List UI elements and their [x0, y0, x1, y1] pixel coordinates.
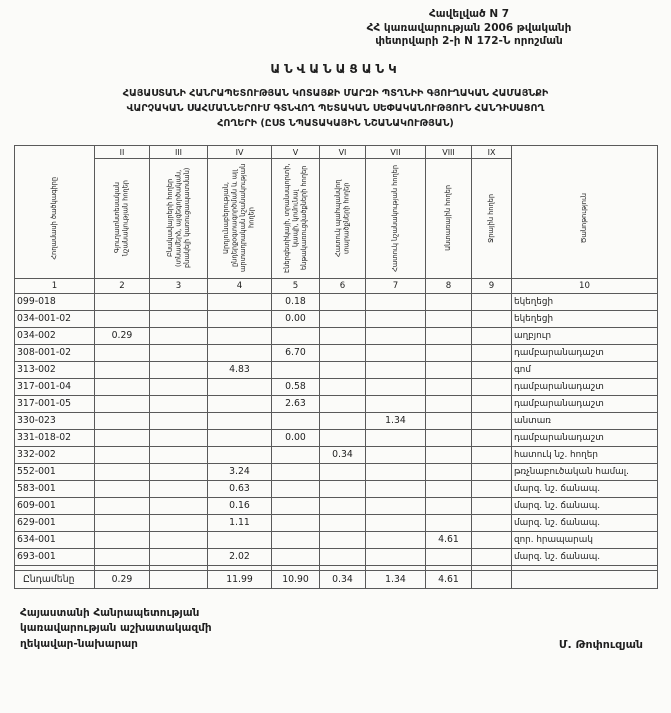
land-parcels-table [14, 145, 658, 589]
column-label: Բնակավայրերի հողեր (տնամերձ, այգեգործական, բնակելի կառուցապատման) [165, 167, 191, 269]
value-cell [272, 327, 320, 344]
value-cell [272, 531, 320, 548]
value-cell [426, 514, 472, 531]
column-header [366, 145, 426, 278]
totals-value-cell [512, 570, 658, 588]
table-row [15, 378, 658, 395]
value-cell [208, 378, 272, 395]
column-header [272, 145, 320, 278]
value-cell [208, 531, 272, 548]
column-label: Հողամասի ծածկագիրը [50, 176, 59, 260]
value-cell [150, 480, 208, 497]
column-header [426, 145, 472, 278]
value-cell [150, 293, 208, 310]
value-cell [272, 514, 320, 531]
note-cell: եկեղեցի [512, 293, 658, 310]
value-cell [366, 480, 426, 497]
value-cell [426, 463, 472, 480]
value-cell [272, 361, 320, 378]
value-cell: 0.00 [272, 429, 320, 446]
column-roman-numeral [512, 146, 657, 159]
value-cell [366, 514, 426, 531]
value-cell [150, 310, 208, 327]
value-cell: 0.00 [272, 310, 320, 327]
value-cell [150, 344, 208, 361]
column-number: 8 [426, 278, 472, 293]
value-cell [150, 463, 208, 480]
value-cell [320, 395, 366, 412]
table-row [15, 531, 658, 548]
column-number: 2 [95, 278, 150, 293]
parcel-code-cell: 332-002 [15, 446, 95, 463]
column-roman-numeral: III [150, 146, 207, 159]
value-cell [95, 463, 150, 480]
column-roman-numeral: VIII [426, 146, 471, 159]
signature: Մ. Թոփուզյան [558, 637, 643, 651]
table-row [15, 361, 658, 378]
value-cell: 1.34 [366, 412, 426, 429]
value-cell [320, 310, 366, 327]
totals-value-cell: 10.90 [272, 570, 320, 588]
value-cell [472, 446, 512, 463]
value-cell [208, 293, 272, 310]
note-cell: անտառ [512, 412, 658, 429]
parcel-code-cell: 583-001 [15, 480, 95, 497]
value-cell: 0.16 [208, 497, 272, 514]
column-header [512, 145, 658, 278]
value-cell [208, 344, 272, 361]
note-cell: զոր. հրապարակ [512, 531, 658, 548]
value-cell [472, 548, 512, 565]
value-cell: 6.70 [272, 344, 320, 361]
value-cell [472, 480, 512, 497]
value-cell [150, 531, 208, 548]
totals-value-cell: 0.29 [95, 570, 150, 588]
parcel-code-cell: 099-018 [15, 293, 95, 310]
table-row [15, 327, 658, 344]
subtitle-line-3: ՀՈՂԵՐԻ (ԸՍՏ ՆՊԱՏԱԿԱՅԻՆ ՆՇԱՆԱԿՈՒԹՅԱՆ) [217, 117, 454, 129]
value-cell: 3.24 [208, 463, 272, 480]
value-cell [320, 463, 366, 480]
table-row [15, 429, 658, 446]
value-cell [426, 480, 472, 497]
value-cell [320, 361, 366, 378]
value-cell [320, 514, 366, 531]
footer [14, 606, 657, 653]
value-cell [426, 310, 472, 327]
value-cell [366, 378, 426, 395]
value-cell: 0.18 [272, 293, 320, 310]
parcel-code-cell: 331-018-02 [15, 429, 95, 446]
value-cell [472, 497, 512, 514]
totals-value-cell: 1.34 [366, 570, 426, 588]
note-cell: դամբարանադաշտ [512, 429, 658, 446]
column-label: Էներգետիկայի, տրանսպորտի, կապի, կոմունալ ենթակառուցվածքների հողեր [282, 163, 308, 273]
value-cell: 2.63 [272, 395, 320, 412]
value-cell [272, 446, 320, 463]
value-cell [472, 531, 512, 548]
column-number: 9 [472, 278, 512, 293]
table-row [15, 514, 658, 531]
value-cell: 4.61 [426, 531, 472, 548]
column-roman-numeral: VI [320, 146, 365, 159]
column-number: 3 [150, 278, 208, 293]
value-cell: 0.63 [208, 480, 272, 497]
totals-value-cell [472, 570, 512, 588]
column-label: Ծանոթություն [580, 192, 589, 244]
value-cell [95, 480, 150, 497]
value-cell [320, 429, 366, 446]
note-cell: դամբարանադաշտ [512, 395, 658, 412]
table-row [15, 480, 658, 497]
column-header [472, 145, 512, 278]
value-cell [472, 293, 512, 310]
table-row [15, 293, 658, 310]
annex-reference [299, 8, 639, 49]
parcel-code-cell: 317-001-05 [15, 395, 95, 412]
totals-value-cell: 0.34 [320, 570, 366, 588]
value-cell [320, 293, 366, 310]
value-cell [320, 327, 366, 344]
value-cell: 0.29 [95, 327, 150, 344]
value-cell [150, 446, 208, 463]
parcel-code-cell: 609-001 [15, 497, 95, 514]
table-head [15, 145, 658, 293]
value-cell [472, 412, 512, 429]
value-cell [426, 395, 472, 412]
subtitle-line-2: ՎԱՐՉԱԿԱՆ ՍԱՀՄԱՆՆԵՐՈՒՄ ԳՏՆՎՈՂ ՊԵՏԱԿԱՆ ՍԵՓԱԿԱՆՈՒԹՅՈՒՆ ՀԱՆԴԻՍԱՑՈՂ [126, 102, 545, 114]
value-cell [95, 293, 150, 310]
footer-organization [20, 606, 212, 653]
value-cell [366, 344, 426, 361]
value-cell [150, 429, 208, 446]
value-cell [95, 497, 150, 514]
value-cell [150, 412, 208, 429]
note-cell: մարզ. նշ. ճանապ. [512, 497, 658, 514]
value-cell: 1.11 [208, 514, 272, 531]
value-cell [426, 429, 472, 446]
value-cell [150, 548, 208, 565]
column-number: 6 [320, 278, 366, 293]
parcel-code-cell: 313-002 [15, 361, 95, 378]
value-cell [95, 378, 150, 395]
value-cell [95, 531, 150, 548]
table-row [15, 446, 658, 463]
page-title: ԱՆՎԱՆԱՑԱՆԿ [270, 61, 401, 76]
value-cell [320, 548, 366, 565]
subtitle-line-1: ՀԱՅԱՍՏԱՆԻ ՀԱՆՐԱՊԵՏՈՒԹՅԱՆ ԿՈՏԱՅՔԻ ՄԱՐԶԻ ՊՏՂՆԻԻ ԳՅՈՒՂԱԿԱՆ ՀԱՄԱՅՆՔԻ [122, 87, 549, 99]
value-cell: 2.02 [208, 548, 272, 565]
footer-org-line-1: Հայաստանի Հանրապետության [20, 606, 200, 619]
value-cell [426, 412, 472, 429]
parcel-code-cell: 308-001-02 [15, 344, 95, 361]
value-cell [95, 310, 150, 327]
column-number: 10 [512, 278, 658, 293]
value-cell [366, 361, 426, 378]
totals-row [15, 570, 658, 588]
annex-line-2: ՀՀ կառավարության 2006 թվականի [366, 21, 572, 34]
column-number: 7 [366, 278, 426, 293]
column-number: 1 [15, 278, 95, 293]
note-cell: մարզ. նշ. ճանապ. [512, 514, 658, 531]
value-cell [320, 378, 366, 395]
note-cell: դամբարանադաշտ [512, 378, 658, 395]
totals-label-cell: Ընդամենը [15, 570, 95, 588]
value-cell [320, 531, 366, 548]
value-cell [426, 327, 472, 344]
value-cell [320, 412, 366, 429]
value-cell [95, 429, 150, 446]
column-roman-numeral: IV [208, 146, 271, 159]
value-cell [272, 497, 320, 514]
table-row [15, 310, 658, 327]
note-cell: դամբարանադաշտ [512, 344, 658, 361]
value-cell [366, 429, 426, 446]
value-cell [426, 548, 472, 565]
parcel-code-cell: 693-001 [15, 548, 95, 565]
parcel-code-cell: 634-001 [15, 531, 95, 548]
value-cell [150, 327, 208, 344]
value-cell [272, 412, 320, 429]
page-subtitle [14, 87, 657, 132]
value-cell [366, 327, 426, 344]
column-roman-numeral: VII [366, 146, 425, 159]
column-label: Հատուկ նշանակության հողեր [391, 164, 400, 272]
value-cell [150, 395, 208, 412]
column-label: Անտառային հողեր [444, 185, 453, 251]
column-header [15, 145, 95, 278]
parcel-code-cell: 330-023 [15, 412, 95, 429]
value-cell [320, 480, 366, 497]
parcel-code-cell: 552-001 [15, 463, 95, 480]
value-cell [472, 344, 512, 361]
parcel-code-cell: 034-001-02 [15, 310, 95, 327]
parcel-code-cell: 629-001 [15, 514, 95, 531]
table-row [15, 497, 658, 514]
value-cell [366, 531, 426, 548]
value-cell [150, 514, 208, 531]
value-cell [366, 310, 426, 327]
value-cell [95, 395, 150, 412]
table-row [15, 463, 658, 480]
note-cell: մարզ. նշ. ճանապ. [512, 548, 658, 565]
column-number: 5 [272, 278, 320, 293]
value-cell [472, 463, 512, 480]
column-roman-numeral: IX [472, 146, 511, 159]
value-cell [208, 429, 272, 446]
value-cell [272, 480, 320, 497]
column-header [208, 145, 272, 278]
value-cell [426, 497, 472, 514]
value-cell [150, 497, 208, 514]
value-cell [95, 548, 150, 565]
value-cell [366, 293, 426, 310]
value-cell [426, 378, 472, 395]
column-roman-numeral [15, 146, 94, 159]
value-cell [366, 446, 426, 463]
value-cell [426, 446, 472, 463]
column-label: Ջրային հողեր [487, 193, 496, 243]
value-cell: 4.83 [208, 361, 272, 378]
value-cell [150, 378, 208, 395]
value-cell [472, 514, 512, 531]
value-cell [320, 497, 366, 514]
annex-line-1: Հավելված N 7 [428, 8, 510, 20]
parcel-code-cell: 317-001-04 [15, 378, 95, 395]
value-cell [320, 344, 366, 361]
value-cell [472, 361, 512, 378]
value-cell [472, 378, 512, 395]
column-header [150, 145, 208, 278]
table-row [15, 395, 658, 412]
value-cell [95, 446, 150, 463]
table-row [15, 412, 658, 429]
value-cell [95, 344, 150, 361]
value-cell [426, 361, 472, 378]
value-cell [472, 429, 512, 446]
annex-line-3: փետրվարի 2-ի N 172-Ն որոշման [375, 35, 563, 48]
footer-org-line-3: ղեկավար-նախարար [20, 638, 138, 650]
value-cell [208, 327, 272, 344]
value-cell [366, 463, 426, 480]
value-cell [150, 361, 208, 378]
table-body [15, 293, 658, 570]
value-cell [366, 395, 426, 412]
table-foot [15, 570, 658, 588]
value-cell [208, 395, 272, 412]
totals-value-cell: 11.99 [208, 570, 272, 588]
note-cell: մարզ. նշ. ճանապ. [512, 480, 658, 497]
parcel-code-cell: 034-002 [15, 327, 95, 344]
totals-value-cell [150, 570, 208, 588]
note-cell: աղբյուր [512, 327, 658, 344]
column-header [95, 145, 150, 278]
footer-org-line-2: կառավարության աշխատակազմի [20, 622, 212, 635]
value-cell [426, 293, 472, 310]
value-cell [95, 514, 150, 531]
value-cell [472, 310, 512, 327]
value-cell [472, 395, 512, 412]
column-label: Գյուղատնտեսական նշանակության հողեր [113, 180, 130, 256]
value-cell: 0.58 [272, 378, 320, 395]
note-cell: հատուկ նշ. հողեր [512, 446, 658, 463]
value-cell [366, 548, 426, 565]
value-cell [272, 548, 320, 565]
table-row [15, 548, 658, 565]
totals-value-cell: 4.61 [426, 570, 472, 588]
value-cell [208, 412, 272, 429]
value-cell [272, 463, 320, 480]
column-roman-numeral: II [95, 146, 149, 159]
value-cell [472, 327, 512, 344]
value-cell [95, 361, 150, 378]
value-cell: 0.34 [320, 446, 366, 463]
column-label: Հատուկ պահպանվող տարածքների հողեր [333, 179, 351, 257]
column-header [320, 145, 366, 278]
value-cell [95, 412, 150, 429]
column-label: Արդյունաբերության, ընդերքօգտագործման և այլ արտադրական նշանակության հողեր [222, 163, 257, 273]
value-cell [208, 446, 272, 463]
note-cell: գոմ [512, 361, 658, 378]
value-cell [426, 344, 472, 361]
value-cell [208, 310, 272, 327]
column-number: 4 [208, 278, 272, 293]
column-roman-numeral: V [272, 146, 319, 159]
note-cell: թռչնաբուծական համալ. [512, 463, 658, 480]
note-cell: եկեղեցի [512, 310, 658, 327]
value-cell [366, 497, 426, 514]
table-row [15, 344, 658, 361]
